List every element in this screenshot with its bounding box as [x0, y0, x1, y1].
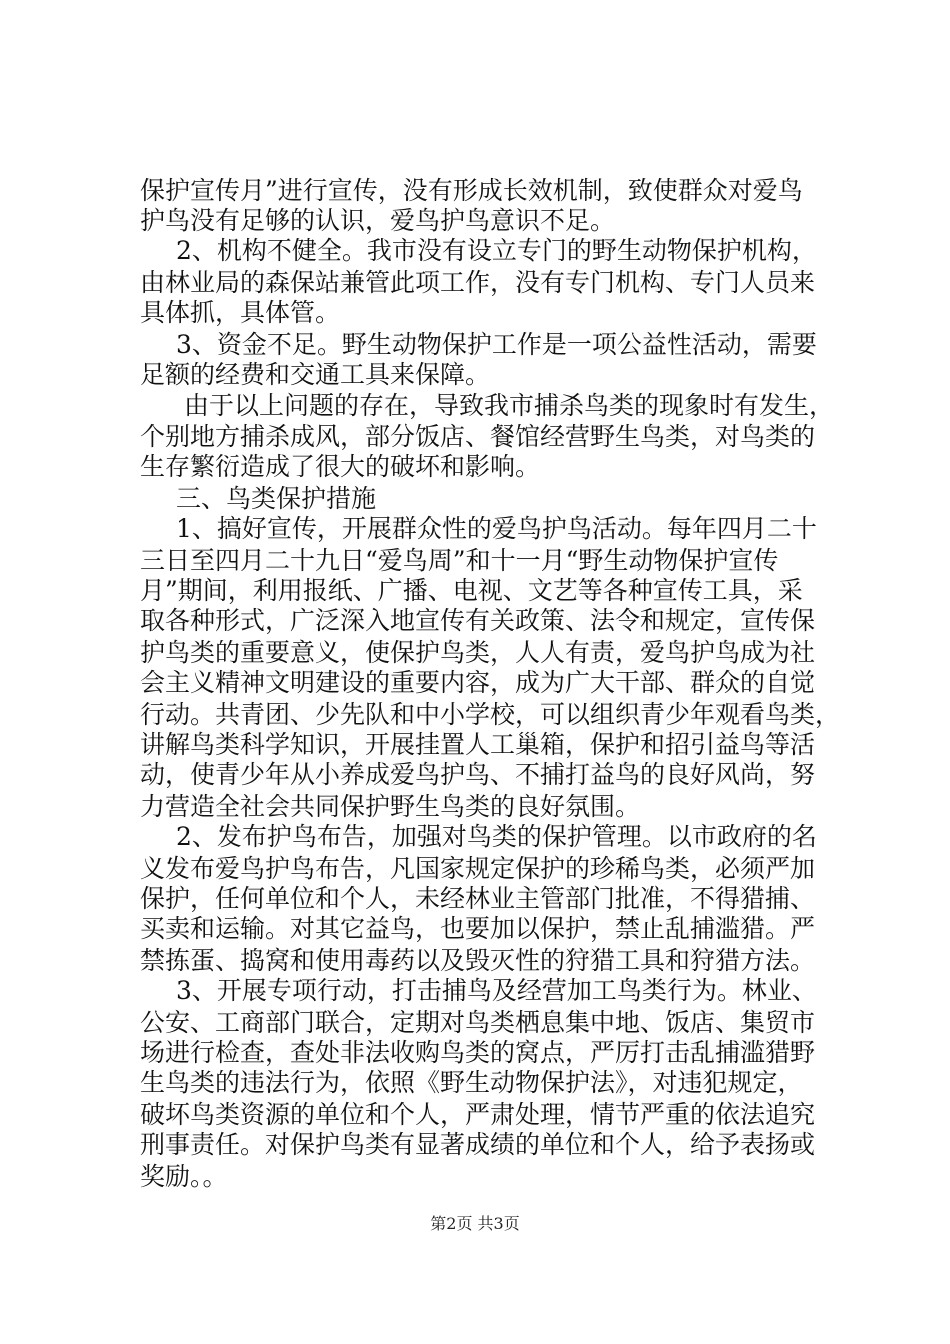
text-line: 取各种形式，广泛深入地宣传有关政策、法令和规定，宣传保: [140, 606, 816, 635]
text-line: 保护宣传月”进行宣传，没有形成长效机制，致使群众对爱鸟: [140, 176, 803, 205]
text-line: 1、搞好宣传，开展群众性的爱鸟护鸟活动。每年四月二十: [176, 514, 817, 543]
text-line: 足额的经费和交通工具来保障。: [140, 360, 491, 389]
text-line: 生鸟类的违法行为，依照《野生动物保护法》，对违犯规定，: [140, 1068, 803, 1097]
text-line: 3、资金不足。野生动物保护工作是一项公益性活动，需要: [176, 330, 817, 359]
text-line: 具体抓，具体管。: [140, 298, 341, 327]
section-heading: 三、鸟类保护措施: [176, 484, 377, 513]
text-line: 护鸟没有足够的认识，爱鸟护鸟意识不足。: [140, 206, 616, 235]
text-line: 三日至四月二十九日“爱鸟周”和十一月“野生动物保护宣传: [140, 546, 779, 575]
text-line: 会主义精神文明建设的重要内容，成为广大干部、群众的自觉: [140, 668, 816, 697]
text-line: 行动。共青团、少先队和中小学校，可以组织青少年观看鸟类，: [140, 700, 841, 729]
text-line: 义发布爱鸟护鸟布告，凡国家规定保护的珍稀鸟类，必须严加: [140, 854, 816, 883]
text-line: 力营造全社会共同保护野生鸟类的良好氛围。: [140, 792, 641, 821]
text-line: 保护，任何单位和个人，未经林业主管部门批准，不得猎捕、: [140, 884, 816, 913]
text-line: 奖励。。: [140, 1162, 228, 1191]
text-line: 个别地方捕杀成风，部分饭店、餐馆经营野生鸟类，对鸟类的: [140, 422, 816, 451]
text-line: 公安、工商部门联合，定期对鸟类栖息集中地、饭店、集贸市: [140, 1008, 816, 1037]
text-line: 月”期间，利用报纸、广播、电视、文艺等各种宣传工具，采: [140, 576, 803, 605]
text-line: 动，使青少年从小养成爱鸟护鸟、不捕打益鸟的良好风尚，努: [140, 760, 816, 789]
text-line: 禁拣蛋、捣窝和使用毒药以及毁灭性的狩猎工具和狩猎方法。: [140, 946, 816, 975]
text-line: 3、开展专项行动，打击捕鸟及经营加工鸟类行为。林业、: [176, 976, 817, 1005]
text-line: 护鸟类的重要意义，使保护鸟类，人人有责，爱鸟护鸟成为社: [140, 638, 816, 667]
text-line: 买卖和运输。对其它益鸟，也要加以保护，禁止乱捕滥猎。严: [140, 914, 816, 943]
page-footer: 第2页 共3页: [430, 1214, 520, 1233]
text-line: 由于以上问题的存在，导致我市捕杀鸟类的现象时有发生，: [184, 391, 835, 420]
text-line: 破坏鸟类资源的单位和个人，严肃处理，情节严重的依法追究: [140, 1100, 816, 1129]
text-line: 2、机构不健全。我市没有设立专门的野生动物保护机构，: [176, 236, 817, 265]
text-line: 生存繁衍造成了很大的破坏和影响。: [140, 452, 541, 481]
text-line: 场进行检查，查处非法收购鸟类的窝点，严厉打击乱捕滥猎野: [140, 1038, 816, 1067]
text-line: 由林业局的森保站兼管此项工作，没有专门机构、专门人员来: [140, 268, 816, 297]
text-line: 讲解鸟类科学知识，开展挂置人工巢箱，保护和招引益鸟等活: [140, 730, 816, 759]
text-line: 2、发布护鸟布告，加强对鸟类的保护管理。以市政府的名: [176, 822, 817, 851]
text-line: 刑事责任。对保护鸟类有显著成绩的单位和个人，给予表扬或: [140, 1130, 816, 1159]
